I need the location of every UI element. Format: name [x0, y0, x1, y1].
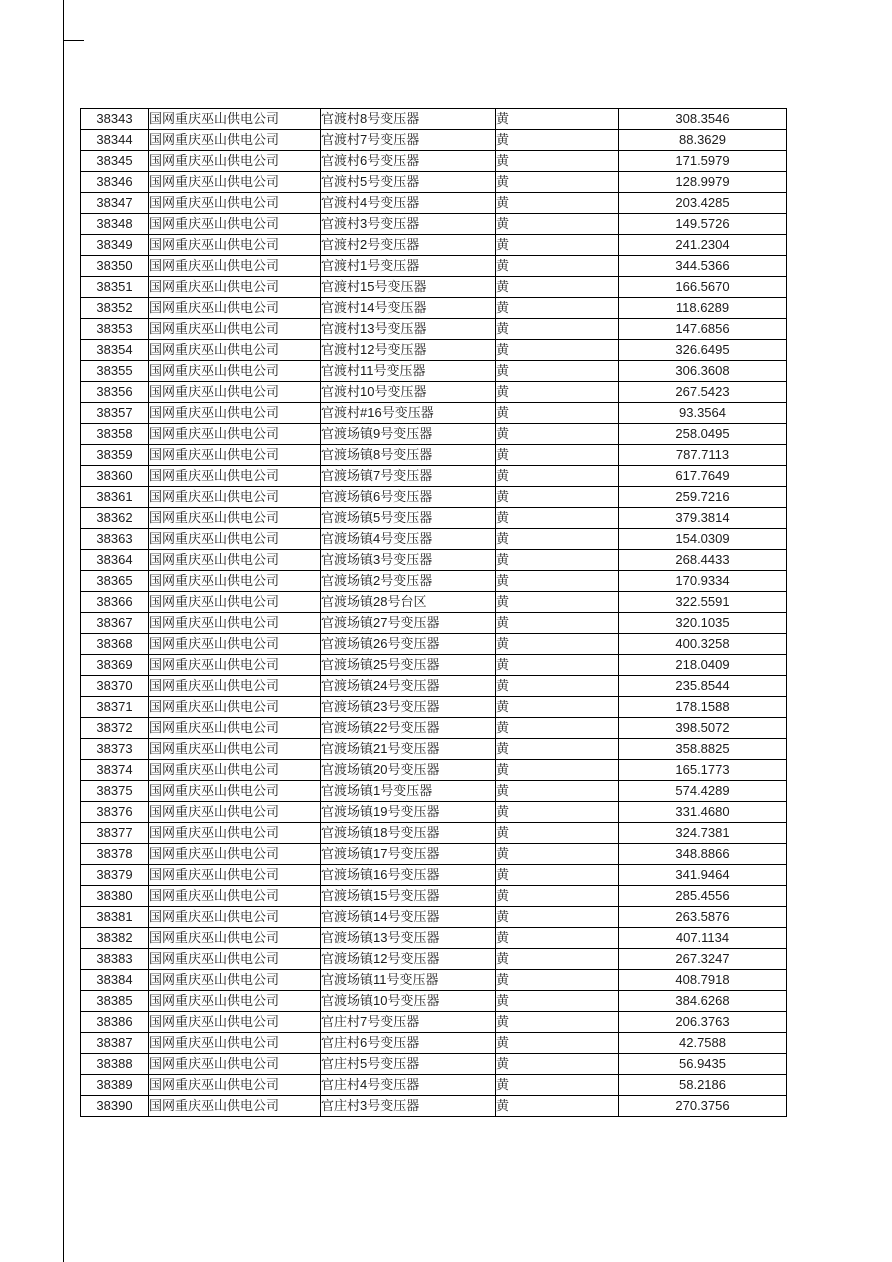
cell-company: 国网重庆巫山供电公司 [149, 277, 321, 298]
cell-value: 42.7588 [619, 1033, 787, 1054]
cell-id: 38353 [81, 319, 149, 340]
cell-status: 黄 [496, 361, 619, 382]
cell-company: 国网重庆巫山供电公司 [149, 403, 321, 424]
cell-company: 国网重庆巫山供电公司 [149, 445, 321, 466]
cell-value: 171.5979 [619, 151, 787, 172]
cell-id: 38373 [81, 739, 149, 760]
cell-id: 38384 [81, 970, 149, 991]
cell-transformer-name: 官渡场镇10号变压器 [321, 991, 496, 1012]
cell-id: 38356 [81, 382, 149, 403]
cell-company: 国网重庆巫山供电公司 [149, 739, 321, 760]
cell-transformer-name: 官渡场镇20号变压器 [321, 760, 496, 781]
cell-transformer-name: 官渡场镇25号变压器 [321, 655, 496, 676]
cell-company: 国网重庆巫山供电公司 [149, 550, 321, 571]
cell-status: 黄 [496, 1012, 619, 1033]
table-row [81, 319, 787, 340]
cell-company: 国网重庆巫山供电公司 [149, 151, 321, 172]
cell-value: 118.6289 [619, 298, 787, 319]
cell-transformer-name: 官渡场镇14号变压器 [321, 907, 496, 928]
cell-id: 38347 [81, 193, 149, 214]
cell-transformer-name: 官渡场镇5号变压器 [321, 508, 496, 529]
cell-transformer-name: 官庄村6号变压器 [321, 1033, 496, 1054]
cell-company: 国网重庆巫山供电公司 [149, 340, 321, 361]
cell-transformer-name: 官渡场镇21号变压器 [321, 739, 496, 760]
cell-status: 黄 [496, 277, 619, 298]
cell-id: 38387 [81, 1033, 149, 1054]
cell-value: 270.3756 [619, 1096, 787, 1117]
cell-company: 国网重庆巫山供电公司 [149, 928, 321, 949]
cell-id: 38355 [81, 361, 149, 382]
cell-company: 国网重庆巫山供电公司 [149, 130, 321, 151]
table-row [81, 928, 787, 949]
cell-status: 黄 [496, 319, 619, 340]
table-row [81, 1075, 787, 1096]
cell-id: 38351 [81, 277, 149, 298]
table-row [81, 991, 787, 1012]
cell-id: 38362 [81, 508, 149, 529]
cell-id: 38381 [81, 907, 149, 928]
cell-id: 38378 [81, 844, 149, 865]
cell-company: 国网重庆巫山供电公司 [149, 655, 321, 676]
cell-company: 国网重庆巫山供电公司 [149, 865, 321, 886]
cell-status: 黄 [496, 529, 619, 550]
cell-transformer-name: 官渡村14号变压器 [321, 298, 496, 319]
cell-transformer-name: 官渡村4号变压器 [321, 193, 496, 214]
cell-id: 38368 [81, 634, 149, 655]
table-row [81, 739, 787, 760]
cell-company: 国网重庆巫山供电公司 [149, 1012, 321, 1033]
cell-status: 黄 [496, 697, 619, 718]
table-row [81, 424, 787, 445]
table-row [81, 235, 787, 256]
cell-transformer-name: 官渡场镇7号变压器 [321, 466, 496, 487]
table-row [81, 277, 787, 298]
cell-transformer-name: 官渡村12号变压器 [321, 340, 496, 361]
cell-company: 国网重庆巫山供电公司 [149, 172, 321, 193]
cell-id: 38389 [81, 1075, 149, 1096]
cell-transformer-name: 官渡场镇28号台区 [321, 592, 496, 613]
cell-status: 黄 [496, 235, 619, 256]
table-row [81, 886, 787, 907]
cell-company: 国网重庆巫山供电公司 [149, 487, 321, 508]
table-row [81, 592, 787, 613]
cell-value: 306.3608 [619, 361, 787, 382]
cell-company: 国网重庆巫山供电公司 [149, 235, 321, 256]
table-row [81, 1096, 787, 1117]
cell-value: 203.4285 [619, 193, 787, 214]
cell-id: 38377 [81, 823, 149, 844]
cell-id: 38388 [81, 1054, 149, 1075]
cell-value: 324.7381 [619, 823, 787, 844]
cell-id: 38361 [81, 487, 149, 508]
cell-company: 国网重庆巫山供电公司 [149, 424, 321, 445]
cell-status: 黄 [496, 823, 619, 844]
cell-status: 黄 [496, 193, 619, 214]
cell-transformer-name: 官庄村7号变压器 [321, 1012, 496, 1033]
cell-status: 黄 [496, 802, 619, 823]
cell-status: 黄 [496, 256, 619, 277]
cell-value: 308.3546 [619, 109, 787, 130]
table-row [81, 907, 787, 928]
cell-status: 黄 [496, 1033, 619, 1054]
cell-status: 黄 [496, 655, 619, 676]
cell-status: 黄 [496, 151, 619, 172]
cell-id: 38349 [81, 235, 149, 256]
cell-value: 322.5591 [619, 592, 787, 613]
cell-status: 黄 [496, 340, 619, 361]
cell-transformer-name: 官渡村6号变压器 [321, 151, 496, 172]
cell-transformer-name: 官渡村13号变压器 [321, 319, 496, 340]
cell-transformer-name: 官渡场镇27号变压器 [321, 613, 496, 634]
cell-value: 574.4289 [619, 781, 787, 802]
cell-company: 国网重庆巫山供电公司 [149, 592, 321, 613]
cell-id: 38371 [81, 697, 149, 718]
cell-value: 56.9435 [619, 1054, 787, 1075]
cell-transformer-name: 官庄村4号变压器 [321, 1075, 496, 1096]
table-row [81, 109, 787, 130]
table-row [81, 445, 787, 466]
cell-value: 267.3247 [619, 949, 787, 970]
cell-status: 黄 [496, 424, 619, 445]
cell-id: 38382 [81, 928, 149, 949]
cell-value: 326.6495 [619, 340, 787, 361]
cell-value: 218.0409 [619, 655, 787, 676]
cell-transformer-name: 官渡场镇3号变压器 [321, 550, 496, 571]
cell-status: 黄 [496, 1075, 619, 1096]
cell-transformer-name: 官庄村3号变压器 [321, 1096, 496, 1117]
cell-id: 38374 [81, 760, 149, 781]
cell-id: 38344 [81, 130, 149, 151]
cell-transformer-name: 官渡村10号变压器 [321, 382, 496, 403]
cell-id: 38343 [81, 109, 149, 130]
cell-value: 88.3629 [619, 130, 787, 151]
cell-id: 38366 [81, 592, 149, 613]
cell-company: 国网重庆巫山供电公司 [149, 823, 321, 844]
cell-status: 黄 [496, 1054, 619, 1075]
cell-status: 黄 [496, 172, 619, 193]
cell-value: 285.4556 [619, 886, 787, 907]
cell-company: 国网重庆巫山供电公司 [149, 1033, 321, 1054]
table-row [81, 487, 787, 508]
cell-company: 国网重庆巫山供电公司 [149, 529, 321, 550]
cell-id: 38385 [81, 991, 149, 1012]
cell-status: 黄 [496, 739, 619, 760]
cell-value: 149.5726 [619, 214, 787, 235]
table-row [81, 655, 787, 676]
cell-status: 黄 [496, 718, 619, 739]
cell-value: 235.8544 [619, 676, 787, 697]
cell-transformer-name: 官渡场镇26号变压器 [321, 634, 496, 655]
cell-value: 348.8866 [619, 844, 787, 865]
table-row [81, 172, 787, 193]
cell-status: 黄 [496, 886, 619, 907]
cell-transformer-name: 官庄村5号变压器 [321, 1054, 496, 1075]
table-row [81, 760, 787, 781]
transformer-table [80, 108, 787, 1117]
cell-company: 国网重庆巫山供电公司 [149, 1096, 321, 1117]
table-row [81, 382, 787, 403]
cell-transformer-name: 官渡村3号变压器 [321, 214, 496, 235]
cell-id: 38376 [81, 802, 149, 823]
cell-value: 341.9464 [619, 865, 787, 886]
cell-company: 国网重庆巫山供电公司 [149, 382, 321, 403]
cell-company: 国网重庆巫山供电公司 [149, 907, 321, 928]
table-row [81, 970, 787, 991]
cell-value: 407.1134 [619, 928, 787, 949]
cell-status: 黄 [496, 613, 619, 634]
cell-company: 国网重庆巫山供电公司 [149, 361, 321, 382]
cell-status: 黄 [496, 1096, 619, 1117]
cell-status: 黄 [496, 970, 619, 991]
cell-status: 黄 [496, 781, 619, 802]
cell-value: 344.5366 [619, 256, 787, 277]
table-row [81, 256, 787, 277]
cell-company: 国网重庆巫山供电公司 [149, 613, 321, 634]
table-row [81, 676, 787, 697]
cell-company: 国网重庆巫山供电公司 [149, 298, 321, 319]
cell-value: 178.1588 [619, 697, 787, 718]
cell-value: 267.5423 [619, 382, 787, 403]
cell-transformer-name: 官渡村1号变压器 [321, 256, 496, 277]
cell-transformer-name: 官渡场镇23号变压器 [321, 697, 496, 718]
cell-status: 黄 [496, 109, 619, 130]
cell-status: 黄 [496, 214, 619, 235]
cell-value: 93.3564 [619, 403, 787, 424]
cell-id: 38345 [81, 151, 149, 172]
cell-transformer-name: 官渡场镇15号变压器 [321, 886, 496, 907]
table-row [81, 508, 787, 529]
cell-status: 黄 [496, 991, 619, 1012]
cell-company: 国网重庆巫山供电公司 [149, 193, 321, 214]
cell-company: 国网重庆巫山供电公司 [149, 970, 321, 991]
table-row [81, 550, 787, 571]
cell-value: 58.2186 [619, 1075, 787, 1096]
cell-company: 国网重庆巫山供电公司 [149, 760, 321, 781]
cell-transformer-name: 官渡村15号变压器 [321, 277, 496, 298]
cell-status: 黄 [496, 445, 619, 466]
cell-id: 38390 [81, 1096, 149, 1117]
cell-status: 黄 [496, 130, 619, 151]
cell-value: 128.9979 [619, 172, 787, 193]
cell-value: 379.3814 [619, 508, 787, 529]
cell-transformer-name: 官渡村7号变压器 [321, 130, 496, 151]
cell-status: 黄 [496, 592, 619, 613]
cell-value: 147.6856 [619, 319, 787, 340]
cell-company: 国网重庆巫山供电公司 [149, 697, 321, 718]
cell-company: 国网重庆巫山供电公司 [149, 802, 321, 823]
cell-transformer-name: 官渡场镇22号变压器 [321, 718, 496, 739]
table-row [81, 1054, 787, 1075]
cell-id: 38358 [81, 424, 149, 445]
cell-company: 国网重庆巫山供电公司 [149, 718, 321, 739]
cell-status: 黄 [496, 403, 619, 424]
cell-transformer-name: 官渡场镇6号变压器 [321, 487, 496, 508]
cell-status: 黄 [496, 676, 619, 697]
cell-id: 38380 [81, 886, 149, 907]
cell-transformer-name: 官渡场镇11号变压器 [321, 970, 496, 991]
table-row [81, 214, 787, 235]
cell-id: 38352 [81, 298, 149, 319]
cell-id: 38367 [81, 613, 149, 634]
cell-company: 国网重庆巫山供电公司 [149, 1075, 321, 1096]
cell-value: 263.5876 [619, 907, 787, 928]
cell-company: 国网重庆巫山供电公司 [149, 1054, 321, 1075]
cell-status: 黄 [496, 466, 619, 487]
cell-transformer-name: 官渡场镇18号变压器 [321, 823, 496, 844]
cell-value: 166.5670 [619, 277, 787, 298]
cell-id: 38350 [81, 256, 149, 277]
cell-status: 黄 [496, 550, 619, 571]
cell-company: 国网重庆巫山供电公司 [149, 949, 321, 970]
table-row [81, 193, 787, 214]
cell-id: 38363 [81, 529, 149, 550]
cell-transformer-name: 官渡村8号变压器 [321, 109, 496, 130]
cell-company: 国网重庆巫山供电公司 [149, 886, 321, 907]
cell-id: 38365 [81, 571, 149, 592]
cell-status: 黄 [496, 382, 619, 403]
cell-status: 黄 [496, 760, 619, 781]
cell-status: 黄 [496, 634, 619, 655]
cell-status: 黄 [496, 928, 619, 949]
cell-value: 259.7216 [619, 487, 787, 508]
cell-transformer-name: 官渡场镇2号变压器 [321, 571, 496, 592]
cell-transformer-name: 官渡村5号变压器 [321, 172, 496, 193]
table-row [81, 865, 787, 886]
page-edge-tick [63, 40, 84, 41]
cell-value: 398.5072 [619, 718, 787, 739]
cell-id: 38372 [81, 718, 149, 739]
table-row [81, 823, 787, 844]
cell-company: 国网重庆巫山供电公司 [149, 508, 321, 529]
cell-id: 38364 [81, 550, 149, 571]
table-body [81, 109, 787, 1117]
table-row [81, 634, 787, 655]
cell-id: 38386 [81, 1012, 149, 1033]
table-row [81, 718, 787, 739]
cell-value: 165.1773 [619, 760, 787, 781]
table-row [81, 844, 787, 865]
cell-company: 国网重庆巫山供电公司 [149, 844, 321, 865]
cell-status: 黄 [496, 865, 619, 886]
cell-status: 黄 [496, 298, 619, 319]
cell-id: 38375 [81, 781, 149, 802]
cell-id: 38346 [81, 172, 149, 193]
cell-status: 黄 [496, 949, 619, 970]
cell-value: 268.4433 [619, 550, 787, 571]
cell-id: 38359 [81, 445, 149, 466]
cell-id: 38370 [81, 676, 149, 697]
cell-company: 国网重庆巫山供电公司 [149, 256, 321, 277]
cell-value: 384.6268 [619, 991, 787, 1012]
cell-value: 358.8825 [619, 739, 787, 760]
cell-transformer-name: 官渡场镇17号变压器 [321, 844, 496, 865]
cell-transformer-name: 官渡场镇24号变压器 [321, 676, 496, 697]
cell-value: 617.7649 [619, 466, 787, 487]
table-row [81, 403, 787, 424]
table-row [81, 571, 787, 592]
cell-transformer-name: 官渡场镇9号变压器 [321, 424, 496, 445]
cell-value: 400.3258 [619, 634, 787, 655]
table-row [81, 1012, 787, 1033]
table-row [81, 340, 787, 361]
table-row [81, 130, 787, 151]
cell-id: 38357 [81, 403, 149, 424]
cell-transformer-name: 官渡场镇16号变压器 [321, 865, 496, 886]
cell-company: 国网重庆巫山供电公司 [149, 991, 321, 1012]
cell-company: 国网重庆巫山供电公司 [149, 676, 321, 697]
cell-company: 国网重庆巫山供电公司 [149, 214, 321, 235]
cell-transformer-name: 官渡村11号变压器 [321, 361, 496, 382]
cell-id: 38348 [81, 214, 149, 235]
cell-status: 黄 [496, 571, 619, 592]
cell-company: 国网重庆巫山供电公司 [149, 319, 321, 340]
table-row [81, 613, 787, 634]
cell-transformer-name: 官渡场镇1号变压器 [321, 781, 496, 802]
table-row [81, 1033, 787, 1054]
cell-company: 国网重庆巫山供电公司 [149, 781, 321, 802]
cell-value: 170.9334 [619, 571, 787, 592]
cell-status: 黄 [496, 844, 619, 865]
table-row [81, 781, 787, 802]
cell-transformer-name: 官渡村2号变压器 [321, 235, 496, 256]
table-row [81, 361, 787, 382]
cell-transformer-name: 官渡村#16号变压器 [321, 403, 496, 424]
cell-id: 38354 [81, 340, 149, 361]
table-row [81, 529, 787, 550]
table-row [81, 298, 787, 319]
cell-transformer-name: 官渡场镇13号变压器 [321, 928, 496, 949]
cell-company: 国网重庆巫山供电公司 [149, 109, 321, 130]
page-edge-line [63, 0, 64, 1262]
table-row [81, 949, 787, 970]
cell-status: 黄 [496, 508, 619, 529]
cell-company: 国网重庆巫山供电公司 [149, 571, 321, 592]
cell-company: 国网重庆巫山供电公司 [149, 634, 321, 655]
cell-status: 黄 [496, 487, 619, 508]
cell-value: 320.1035 [619, 613, 787, 634]
cell-transformer-name: 官渡场镇12号变压器 [321, 949, 496, 970]
cell-value: 241.2304 [619, 235, 787, 256]
cell-id: 38383 [81, 949, 149, 970]
table-row [81, 466, 787, 487]
cell-value: 331.4680 [619, 802, 787, 823]
cell-status: 黄 [496, 907, 619, 928]
cell-value: 787.7113 [619, 445, 787, 466]
table-row [81, 697, 787, 718]
cell-value: 258.0495 [619, 424, 787, 445]
cell-value: 154.0309 [619, 529, 787, 550]
cell-value: 408.7918 [619, 970, 787, 991]
cell-company: 国网重庆巫山供电公司 [149, 466, 321, 487]
cell-id: 38379 [81, 865, 149, 886]
cell-transformer-name: 官渡场镇19号变压器 [321, 802, 496, 823]
table-row [81, 802, 787, 823]
cell-transformer-name: 官渡场镇8号变压器 [321, 445, 496, 466]
table-row [81, 151, 787, 172]
cell-id: 38369 [81, 655, 149, 676]
cell-value: 206.3763 [619, 1012, 787, 1033]
cell-transformer-name: 官渡场镇4号变压器 [321, 529, 496, 550]
cell-id: 38360 [81, 466, 149, 487]
